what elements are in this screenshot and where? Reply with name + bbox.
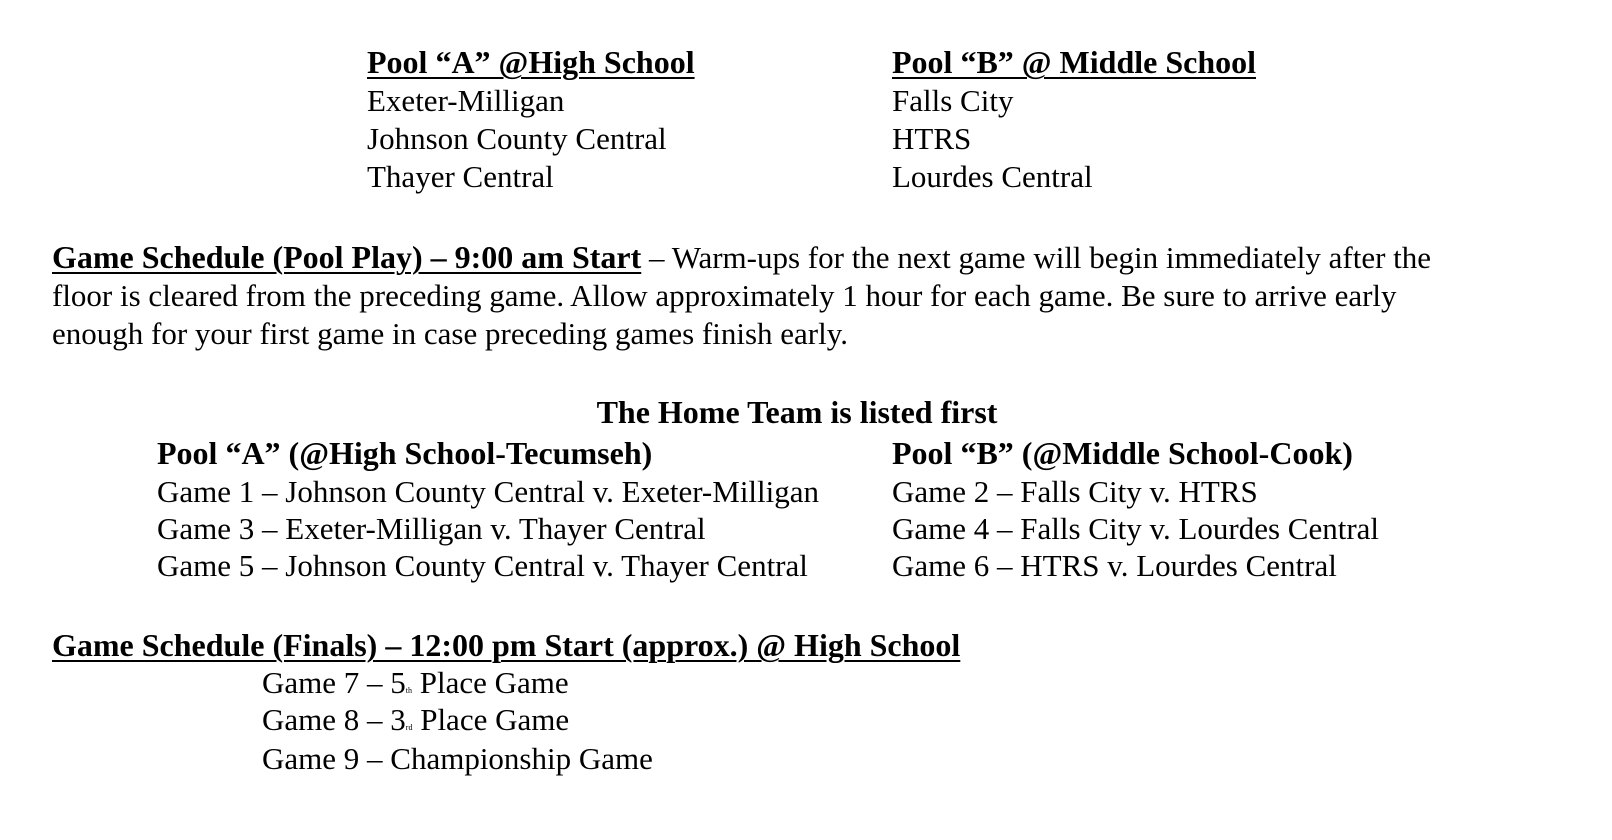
- pool-a-game: Game 3 – Exeter-Milligan v. Thayer Central: [157, 511, 706, 546]
- finals-game-9: Game 9 – Championship Game: [262, 741, 653, 776]
- pool-play-paragraph: [52, 238, 1592, 353]
- pool-b-schedule-heading: Pool “B” (@Middle School-Cook): [892, 435, 1353, 471]
- pool-b-heading: Pool “B” @ Middle School: [892, 44, 1257, 80]
- pool-play-text: floor is cleared from the preceding game. Allow approximately 1 hour for each game. Be sure to arrive early: [52, 278, 1397, 313]
- pool-b-team: HTRS: [892, 121, 972, 156]
- pool-b-game: Game 4 – Falls City v. Lourdes Central: [892, 511, 1380, 546]
- pool-play-text: enough for your first game in case preceding games finish early.: [52, 316, 848, 351]
- ordinal-suffix: rd: [405, 723, 413, 732]
- finals-game-text: Game 7 – 5: [262, 665, 406, 700]
- finals-game-text: Game 8 – 3: [262, 702, 406, 737]
- pool-play-heading: Game Schedule (Pool Play) – 9:00 am Start: [52, 239, 642, 275]
- pool-play-text: – Warm-ups for the next game will begin immediately after the: [641, 240, 1432, 275]
- pool-play-first-line: [52, 238, 1592, 277]
- pool-a-team: Johnson County Central: [367, 121, 667, 156]
- pool-b-game: Game 2 – Falls City v. HTRS: [892, 474, 1258, 509]
- pool-a-heading: Pool “A” @High School: [367, 44, 695, 80]
- finals-game-7: [262, 664, 569, 702]
- home-team-note: The Home Team is listed first: [596, 394, 998, 430]
- pool-b-team: Lourdes Central: [892, 159, 1093, 194]
- finals-game-text: Place Game: [412, 665, 569, 700]
- pool-b-team: Falls City: [892, 83, 1014, 118]
- ordinal-suffix: th: [405, 686, 413, 695]
- pool-a-game: Game 5 – Johnson County Central v. Thayer Central: [157, 548, 808, 583]
- pool-a-schedule-heading: Pool “A” (@High School-Tecumseh): [157, 435, 653, 471]
- finals-game-8: [262, 701, 569, 739]
- pool-a-game: Game 1 – Johnson County Central v. Exeter-Milligan: [157, 474, 820, 509]
- finals-game-text: Place Game: [412, 702, 570, 737]
- pool-b-game: Game 6 – HTRS v. Lourdes Central: [892, 548, 1337, 583]
- pool-a-team: Thayer Central: [367, 159, 554, 194]
- finals-heading: Game Schedule (Finals) – 12:00 pm Start (approx.) @ High School: [52, 627, 961, 663]
- pool-a-team: Exeter-Milligan: [367, 83, 565, 118]
